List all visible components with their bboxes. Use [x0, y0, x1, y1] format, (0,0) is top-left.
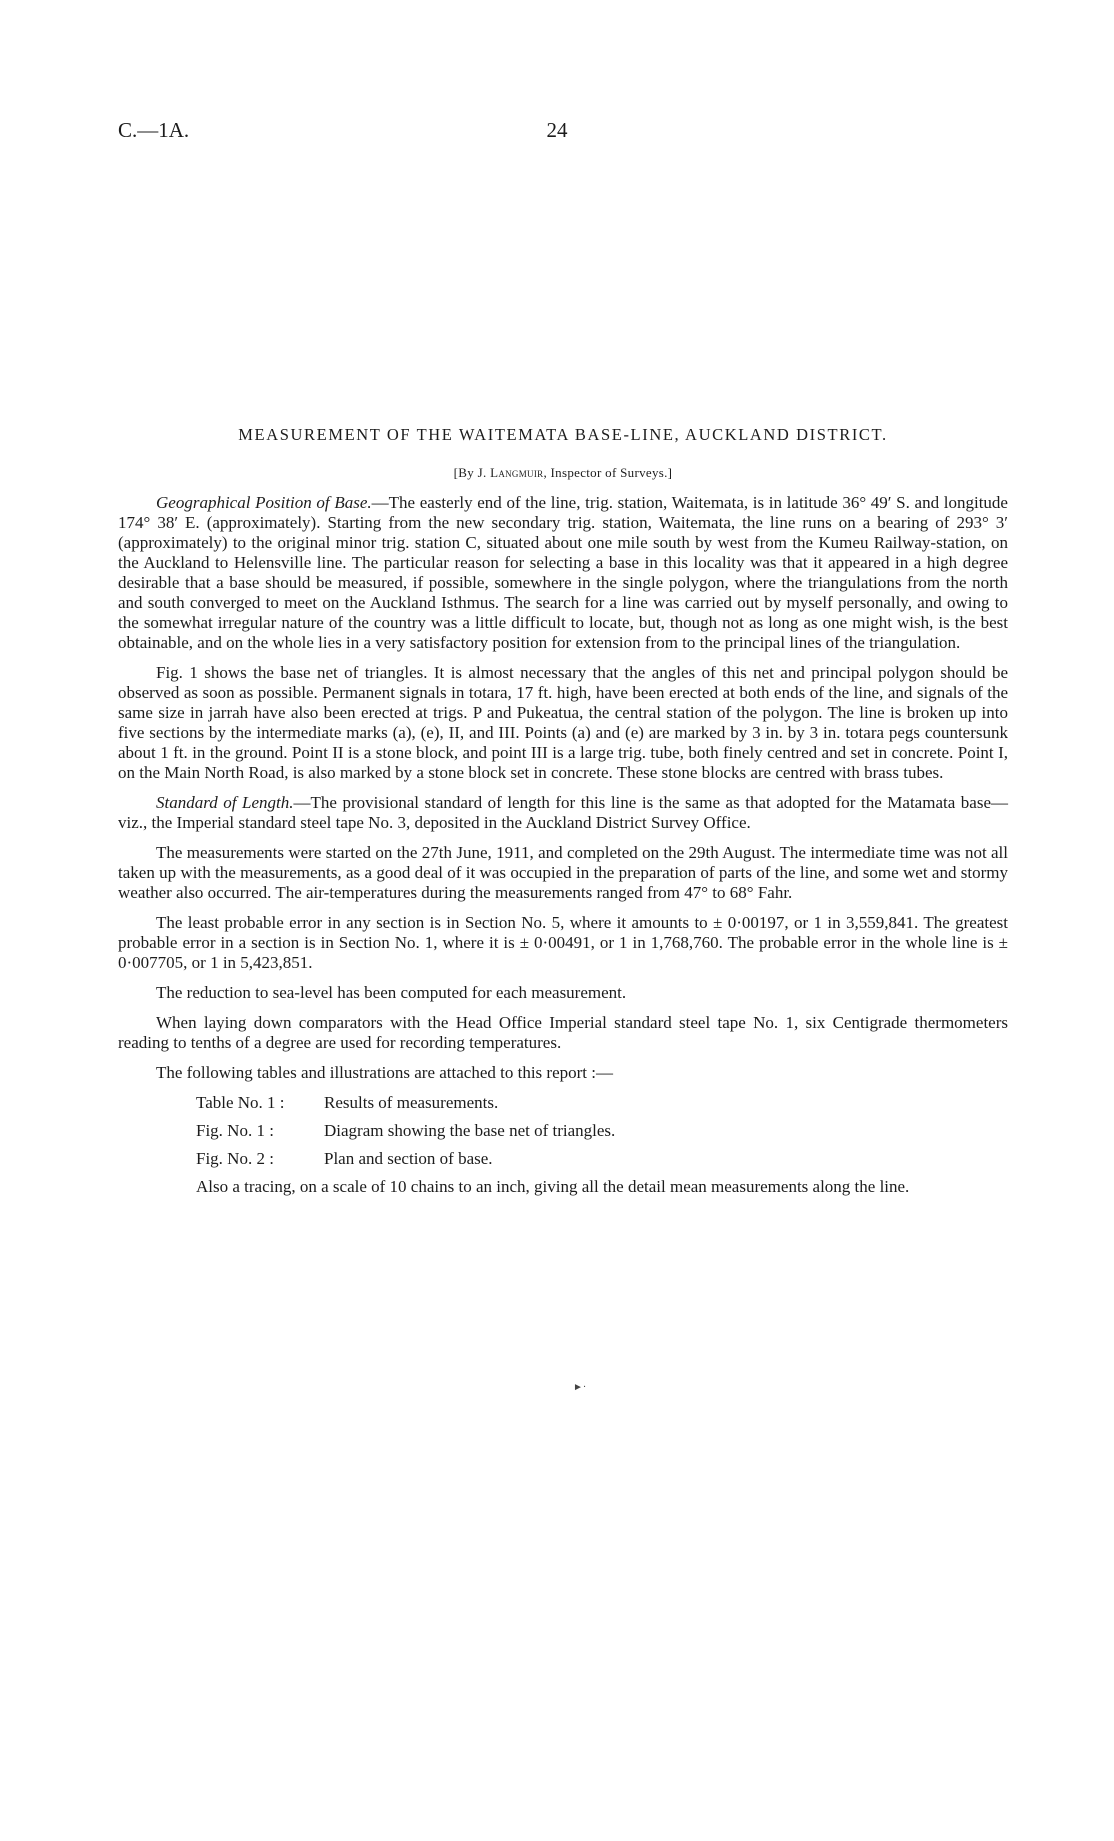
author-name: Langmuir — [490, 465, 544, 480]
document-reference: C.—1A. — [118, 118, 190, 142]
report-body — [118, 425, 1008, 1205]
paragraph-probable-error — [118, 913, 1008, 973]
paragraph-text: —The easterly end of the line, trig. station, Waitemata, is in latitude 36° 49′ S. and longitude 174° 38′ E. (approximately). Starting from the new secondary trig. station, Waitemata, the line runs on a bearing of 293° 3′ (approximately) to the original minor trig. station C, situated about one mile south by west from the Kumeu Railway-station, on the Auckland to Helensville line. The particular reason for selecting a base in this locality was that it appeared in a high degree desirable that a base should be measured, if possible, somewhere in the single polygon, where the triangulations from the north and south converged to meet on the Auckland Isthmus. The search for a line was carried out by myself personally, and owing to the somewhat irregular nature of the country was a little difficult to locate, but, though not as long as one might wish, is the best obtainable, and on the whole lies in a very satisfactory position for extension from to the principal lines of the triangulation. — [118, 493, 1008, 652]
list-item — [196, 1121, 1008, 1141]
paragraph-lead: Geographical Position of Base. — [156, 493, 372, 512]
paragraph-text: Fig. 1 shows the base net of triangles. It is almost necessary that the angles of this net and principal polygon should be observed as soon as possible. Permanent signals in totara, 17 ft. high, have been erected at both ends of the line, and signals of the same size in jarrah have also been erected at trigs. P and Pukeatua, the central station of the polygon. The line is broken up into five sections by the intermediate marks (a), (e), II, and III. Points (a) and (e) are marked by 3 in. by 3 in. totara pegs countersunk about 1 ft. in the ground. Point II is a stone block, and point III is a large trig. tube, both finely centred and set in concrete. Point I, on the Main North Road, is also marked by a stone block set in concrete. These stone blocks are centred with brass tubes. — [118, 663, 1008, 782]
attachment-text: Results of measurements. — [324, 1093, 499, 1112]
attachment-label: Fig. No. 2 : — [196, 1149, 274, 1168]
paragraph-text: The reduction to sea-level has been computed for each measurement. — [156, 983, 627, 1002]
attachment-label: Fig. No. 1 : — [196, 1121, 274, 1140]
paragraph-text: —The provisional standard of length for this line is the same as that adopted for the Matamata base—viz., the Imperial standard steel tape No. 3, deposited in the Auckland District Survey Office. — [118, 793, 1009, 832]
author-suffix: , Inspector of Surveys.] — [543, 465, 673, 480]
attachment-text: Plan and section of base. — [324, 1149, 493, 1168]
paragraph-text: The least probable error in any section is in Section No. 5, where it amounts to ± 0·00197, or 1 in 3,559,841. The greatest probable error in a section is in Section No. 1, where it is ± 0·00491, or 1 in 1,768,760. The probable error in the whole line is ± 0·007705, or 1 in 5,423,851. — [118, 913, 1008, 972]
paragraph-comparators — [118, 1013, 1008, 1053]
paragraph-standard-of-length — [118, 793, 1008, 833]
printer-mark: ►· — [573, 1382, 587, 1393]
paragraph-text: The measurements were started on the 27th June, 1911, and completed on the 29th August. The intermediate time was not all taken up with the measurements, as a good deal of it was occupied in the preparation of parts of the line, and some wet and stormy weather also occurred. The air-temperatures during the measurements ranged from 47° to 68° Fahr. — [118, 843, 1008, 902]
paragraph-geographical-position — [118, 493, 1008, 653]
attachment-text: Diagram showing the base net of triangles. — [324, 1121, 616, 1140]
author-prefix: [By J. — [453, 465, 491, 480]
paragraph-measurement-dates — [118, 843, 1008, 903]
page-header — [118, 118, 996, 148]
author-line — [118, 463, 1008, 483]
paragraph-attachments-intro — [118, 1063, 1008, 1083]
paragraph-text: The following tables and illustrations are attached to this report :— — [156, 1063, 613, 1082]
list-item — [196, 1149, 1008, 1169]
page-number: 24 — [546, 118, 568, 142]
attachment-label: Table No. 1 : — [196, 1093, 285, 1112]
paragraph-lead: Standard of Length. — [156, 793, 294, 812]
paragraph-text: When laying down comparators with the Head Office Imperial standard steel tape No. 1, six Centigrade thermometers reading to tenths of a degree are used for recording temperatures. — [118, 1013, 1008, 1052]
list-item-tracing: Also a tracing, on a scale of 10 chains to an inch, giving all the detail mean measurements along the line. — [196, 1177, 910, 1196]
paragraph-sea-level-reduction — [118, 983, 1008, 1003]
report-title: MEASUREMENT OF THE WAITEMATA BASE-LINE, AUCKLAND DISTRICT. — [238, 425, 888, 444]
attachments-list — [118, 1093, 1008, 1197]
paragraph-base-net — [118, 663, 1008, 783]
list-item — [196, 1093, 1008, 1113]
